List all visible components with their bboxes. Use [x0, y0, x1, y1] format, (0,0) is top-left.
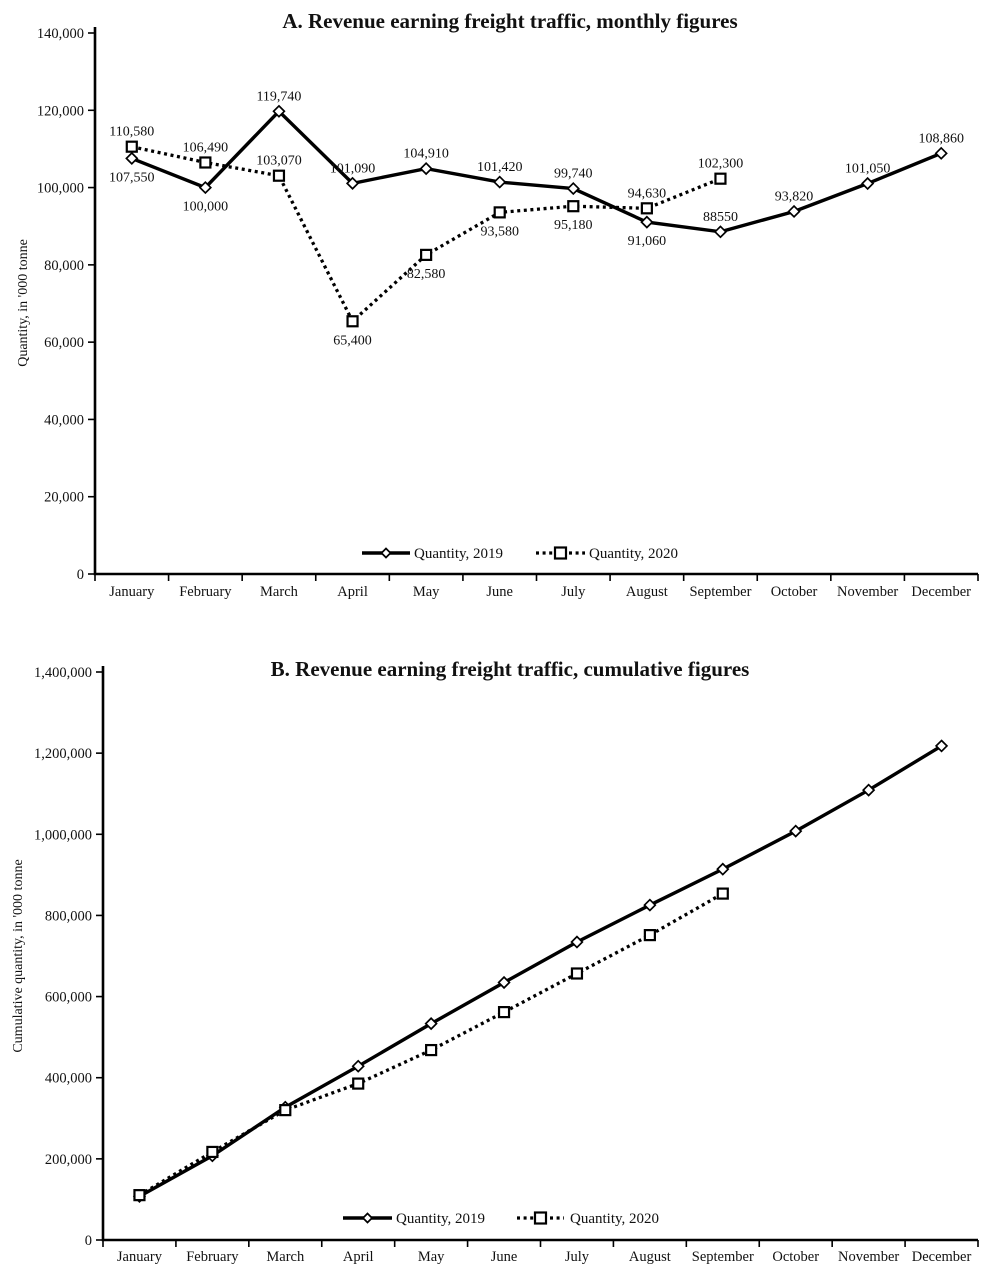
chart-a-y-axis-title: Quantity, in '000 tonne	[16, 239, 31, 367]
chart-b-cumulative-plot	[0, 625, 995, 1277]
y-axis-tick-label: 20,000	[44, 489, 84, 506]
data-point-label-quantity-2019: 104,910	[403, 146, 449, 162]
y-axis-tick-label: 40,000	[44, 412, 84, 429]
x-category-label: November	[837, 584, 899, 600]
x-category-label: June	[486, 584, 514, 600]
data-point-label-quantity-2020: 94,630	[627, 186, 667, 202]
x-category-label: February	[186, 1249, 239, 1265]
data-point-label-quantity-2019: 93,820	[774, 189, 814, 205]
y-axis-tick-label: 400,000	[44, 1070, 92, 1087]
legend-marker	[382, 549, 391, 558]
x-category-label: August	[628, 1249, 671, 1265]
legend-label: Quantity, 2020	[570, 1211, 660, 1227]
x-category-label: August	[625, 584, 668, 600]
chart-b-plot-body	[34, 665, 978, 1265]
data-point-marker-quantity-2020	[127, 142, 137, 152]
x-category-label: September	[689, 584, 752, 600]
x-category-label: October	[770, 584, 818, 600]
data-point-label-quantity-2020: 102,300	[697, 156, 744, 172]
y-axis-tick-label: 1,000,000	[34, 827, 92, 844]
chart-a-section	[0, 0, 995, 625]
x-category-label: December	[911, 584, 971, 600]
data-point-marker-quantity-2020	[426, 1045, 436, 1055]
data-point-marker-quantity-2020	[495, 207, 505, 217]
chart-b-title: B. Revenue earning freight traffic, cumulative figures	[270, 657, 750, 681]
legend-label: Quantity, 2019	[414, 546, 504, 562]
data-point-marker-quantity-2020	[353, 1079, 363, 1089]
legend-label: Quantity, 2019	[396, 1211, 486, 1227]
data-point-marker-quantity-2020	[499, 1007, 509, 1017]
x-category-label: October	[772, 1249, 820, 1265]
y-axis-tick-label: 0	[76, 567, 84, 583]
x-category-label: July	[561, 584, 586, 600]
data-point-label-quantity-2019: 101,050	[844, 161, 891, 177]
legend-marker	[535, 1213, 546, 1224]
data-point-label-quantity-2019: 101,420	[476, 160, 523, 176]
data-point-marker-quantity-2019	[494, 177, 505, 188]
data-point-marker-quantity-2019	[568, 183, 579, 194]
data-point-label-quantity-2020: 106,490	[182, 140, 229, 156]
data-point-label-quantity-2020: 65,400	[333, 333, 372, 349]
y-axis-tick-label: 100,000	[36, 180, 84, 197]
data-point-marker-quantity-2020	[715, 174, 725, 184]
data-point-label-quantity-2019: 99,740	[554, 166, 593, 182]
y-axis-tick-label: 60,000	[44, 335, 84, 352]
x-category-label: September	[691, 1249, 754, 1265]
y-axis-tick-label: 600,000	[44, 989, 92, 1006]
data-point-label-quantity-2019: 107,550	[109, 170, 155, 186]
data-point-label-quantity-2019: 101,090	[329, 161, 376, 177]
data-point-marker-quantity-2020	[134, 1190, 144, 1200]
data-point-marker-quantity-2020	[645, 930, 655, 940]
y-axis-tick-label: 800,000	[44, 908, 92, 925]
data-point-label-quantity-2019: 91,060	[627, 234, 667, 250]
y-axis-tick-label: 140,000	[36, 26, 84, 42]
x-category-label: May	[417, 1249, 445, 1265]
data-point-label-quantity-2020: 93,580	[480, 224, 519, 240]
data-point-label-quantity-2020: 103,070	[256, 153, 302, 169]
data-point-marker-quantity-2019	[715, 226, 726, 237]
legend-marker	[555, 548, 566, 559]
x-category-label: April	[337, 584, 368, 600]
data-point-marker-quantity-2019	[862, 178, 873, 189]
x-category-label: March	[260, 584, 298, 600]
x-category-label: April	[342, 1249, 374, 1265]
data-point-marker-quantity-2020	[568, 201, 578, 211]
y-axis-tick-label: 1,200,000	[34, 746, 92, 763]
data-point-label-quantity-2020: 110,580	[109, 124, 155, 140]
data-point-label-quantity-2019: 100,000	[182, 199, 229, 215]
x-category-label: May	[412, 584, 440, 600]
x-category-label: March	[266, 1249, 305, 1265]
y-axis-tick-label: 1,400,000	[34, 665, 92, 681]
x-category-label: December	[911, 1249, 972, 1265]
data-point-marker-quantity-2020	[718, 889, 728, 899]
chart-a-title: A. Revenue earning freight traffic, monthly figures	[282, 9, 738, 33]
data-point-label-quantity-2019: 119,740	[256, 89, 302, 105]
data-point-marker-quantity-2020	[200, 157, 210, 167]
x-category-label: November	[838, 1249, 900, 1265]
data-point-marker-quantity-2020	[274, 171, 284, 181]
data-point-label-quantity-2020: 95,180	[554, 218, 593, 234]
data-point-marker-quantity-2020	[572, 968, 582, 978]
data-point-marker-quantity-2020	[642, 203, 652, 213]
axis-lines	[103, 666, 978, 1240]
x-category-label: February	[179, 584, 232, 600]
legend-item-quantity-2020	[536, 546, 678, 562]
series-line-quantity-2019	[132, 111, 941, 232]
data-point-marker-quantity-2020	[207, 1147, 217, 1157]
data-point-marker-quantity-2019	[641, 217, 652, 228]
legend-item-quantity-2019	[362, 546, 503, 562]
y-axis-tick-label: 120,000	[36, 103, 84, 120]
y-axis-tick-label: 200,000	[44, 1151, 92, 1168]
data-point-marker-quantity-2020	[348, 316, 358, 326]
data-point-label-quantity-2019: 108,860	[918, 131, 964, 147]
data-point-marker-quantity-2020	[280, 1105, 290, 1115]
legend-marker	[363, 1214, 372, 1223]
legend	[343, 1211, 659, 1227]
axis-lines	[95, 27, 978, 574]
y-axis-tick-label: 0	[84, 1233, 92, 1249]
chart-a-plot-body	[37, 26, 978, 600]
y-axis-tick-label: 80,000	[44, 257, 84, 274]
x-category-label: July	[564, 1249, 590, 1265]
chart-b-y-axis-title: Cumulative quantity, in '000 tonne	[11, 859, 26, 1053]
data-point-label-quantity-2020: 82,580	[406, 266, 446, 282]
legend-item-quantity-2020	[517, 1211, 659, 1227]
legend	[362, 546, 678, 562]
x-category-label: June	[490, 1249, 518, 1265]
data-point-marker-quantity-2019	[936, 148, 947, 159]
legend-label: Quantity, 2020	[589, 546, 679, 562]
x-category-label: January	[109, 584, 155, 600]
data-point-marker-quantity-2019	[789, 206, 800, 217]
data-point-marker-quantity-2019	[421, 163, 432, 174]
chart-a-monthly-plot	[0, 0, 995, 625]
chart-b-section	[0, 625, 995, 1277]
data-point-label-quantity-2019: 88550	[702, 209, 738, 225]
series-line-quantity-2019	[139, 746, 941, 1196]
legend-item-quantity-2019	[343, 1211, 485, 1227]
data-point-marker-quantity-2020	[421, 250, 431, 260]
data-point-marker-quantity-2019	[126, 153, 137, 164]
x-category-label: January	[116, 1249, 163, 1265]
